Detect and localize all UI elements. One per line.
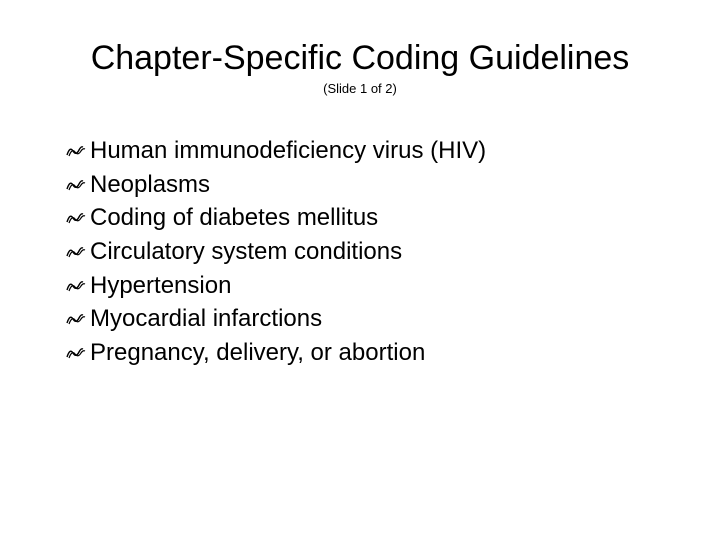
list-item: [66, 134, 486, 168]
wavy-dash-icon: [66, 242, 90, 262]
wavy-dash-icon: [66, 276, 90, 296]
bullet-label: Circulatory system conditions: [90, 238, 403, 266]
bullet-label: Myocardial infarctions: [90, 305, 323, 333]
bullet-label: Coding of diabetes mellitus: [90, 204, 379, 232]
wavy-dash-icon: [66, 208, 90, 228]
list-item: [66, 336, 486, 370]
wavy-dash-icon: [66, 175, 90, 195]
bullet-label: Hypertension: [90, 271, 232, 299]
wavy-dash-icon: [66, 309, 90, 329]
slide-subtitle: (Slide 1 of 2): [323, 81, 397, 96]
list-item: [66, 269, 486, 303]
wavy-dash-icon: [66, 141, 90, 161]
list-item: [66, 235, 486, 269]
wavy-dash-icon: [66, 343, 90, 363]
bullet-list: [66, 134, 486, 370]
bullet-label: Human immunodeficiency virus (HIV): [90, 137, 487, 164]
bullet-label: Neoplasms: [90, 170, 211, 198]
list-item: [66, 168, 486, 202]
list-item: [66, 302, 486, 336]
bullet-label: Pregnancy, delivery, or abortion: [90, 339, 426, 367]
slide-title: Chapter-Specific Coding Guidelines: [90, 39, 630, 77]
list-item: [66, 201, 486, 235]
